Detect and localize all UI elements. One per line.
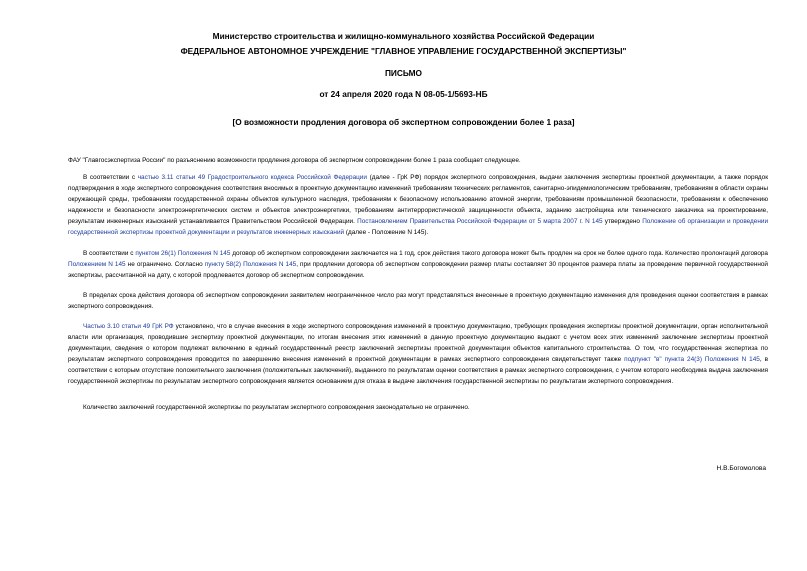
link-grk-article-49-3-11[interactable]: частью 3.11 статьи 49 Градостроительного кодекса Российской Федерации: [137, 174, 367, 181]
paragraph-grk-3-10: [68, 322, 768, 387]
ministry-title: Министерство строительства и жилищно-коммунального хозяйства Российской Федерации: [212, 31, 595, 41]
text-segment: (далее - Положение N 145).: [344, 228, 429, 236]
text-segment: В соответствии с: [83, 174, 138, 181]
link-subclause-24-3[interactable]: подпункт "в" пункта 24(3) Положения N 145: [624, 355, 760, 363]
link-resolution-145[interactable]: Постановлением Правительства Российской Федерации от 5 марта 2007 г. N 145: [357, 217, 603, 225]
link-clause-26-1[interactable]: пунктом 26(1) Положения N 145: [135, 250, 231, 257]
signature: Н.В.Богомолова: [716, 465, 766, 472]
text-segment: утверждено: [602, 217, 643, 225]
text-segment: В соответствии с: [83, 250, 136, 257]
document-subject: [О возможности продления договора об экспертном сопровождении более 1 раза]: [232, 117, 575, 127]
paragraph-contract-term: [68, 249, 768, 282]
link-regulation-145[interactable]: Положение об организации и проведении государственной экспертизы проектной документации и результатов инженерных изысканий: [68, 217, 769, 236]
link-regulation-145-2[interactable]: Положением N 145: [68, 260, 126, 268]
text-segment: (далее - ГрК РФ) порядок экспертного сопровождения, выдачи заключения экспертизы проектной документации, а также порядок подтверждения в ходе экспертного сопровождения соответствия вносимых в проектную документацию изменений требованиям технических регламентов, санитарно-эпидемиологическим требованиям, требованиям в области охраны окружающей среды, требованиям государственной охраны объектов культурного наследия, требованиям к безопасному использованию атомной энергии, требованиям промышленной безопасности, требованиям к обеспечению надежности и безопасности электроэнергетических систем и объектов электроэнергетики, требованиям антитеррористической защищенности объекта, заданию застройщика или технического заказчика на проектирование, результатам инженерных изысканий устанавливается Правительством Российской Федерации.: [68, 174, 768, 225]
link-clause-58-2[interactable]: пункту 58(2) Положения N 145: [204, 260, 297, 268]
text-segment: установлено, что в случае внесения в ходе экспертного сопровождения изменений в проектную документацию, требующих проведения экспертизы проектной документации, орган исполнительной власти или организация, проводившие экспертизу проектной документации, по итогам внесения этих изменений в данную проектную документацию выдают с учетом всех этих изменений заключение экспертизы проектной документации, сведения о котором подлежат включению в единый государственный реестр заключений экспертизы проектной документации объектов капитального строительства. О том, что государственная экспертиза по результатам экспертного сопровождения проводится по завершению внесения изменений в проектной документации в рамках экспертного сопровождения свидетельствует также: [68, 323, 768, 363]
paragraph-intro: [68, 156, 768, 167]
agency-title: ФЕДЕРАЛЬНОЕ АВТОНОМНОЕ УЧРЕЖДЕНИЕ "ГЛАВНОЕ УПРАВЛЕНИЕ ГОСУДАРСТВЕННОЙ ЭКСПЕРТИЗЫ": [180, 46, 627, 56]
paragraph-intro-text: ФАУ "Главгосэкспертиза России" по разъяснению возможности продления договора об экспертном сопровождении более 1 раза сообщает следующее.: [68, 157, 521, 164]
text-segment: , при продлении договора об экспертном сопровождении размер платы составляет 30 процентов размера платы за проведение первичной государственной экспертизы, рассчитанной на дату, с которой продлевается договор об экспертном сопровождении.: [68, 260, 768, 279]
paragraph-changes: [68, 291, 768, 313]
paragraph-conclusion-text: Количество заключений государственной экспертизы по результатам экспертного сопровождения законодательно не ограничено.: [83, 404, 470, 411]
text-segment: , в соответствии с которым отсутствие положительного заключения (положительных заключений), выданного по результатам оценки соответствия в рамках экспертного сопровождения, с учетом которого необходима выдача заключения государственной экспертизы по результатам экспертного сопровождения является основанием для отказа в выдаче заключения государственной экспертизы по результатам экспертного сопровождения.: [68, 355, 768, 385]
document-type: ПИСЬМО: [384, 68, 423, 78]
text-segment: не ограничено. Согласно: [125, 260, 205, 268]
paragraph-changes-text: В пределах срока действия договора об экспертном сопровождении заявителем неограниченное число раз могут представляться внесенные в проектную документацию изменения для проведения оценки соответствия в рамках экспертного сопровождения.: [68, 292, 768, 310]
paragraph-grk-basis: [68, 173, 768, 238]
paragraph-conclusion: [68, 403, 768, 414]
link-grk-article-49-3-10[interactable]: Частью 3.10 статьи 49 ГрК РФ: [83, 323, 174, 330]
document-date-number: от 24 апреля 2020 года N 08-05-1/5693-НБ: [319, 89, 488, 99]
text-segment: договор об экспертном сопровождении заключается на 1 год, срок действия такого договора может быть продлен на срок не более одного года. Количество пролонгаций договора: [230, 250, 768, 257]
